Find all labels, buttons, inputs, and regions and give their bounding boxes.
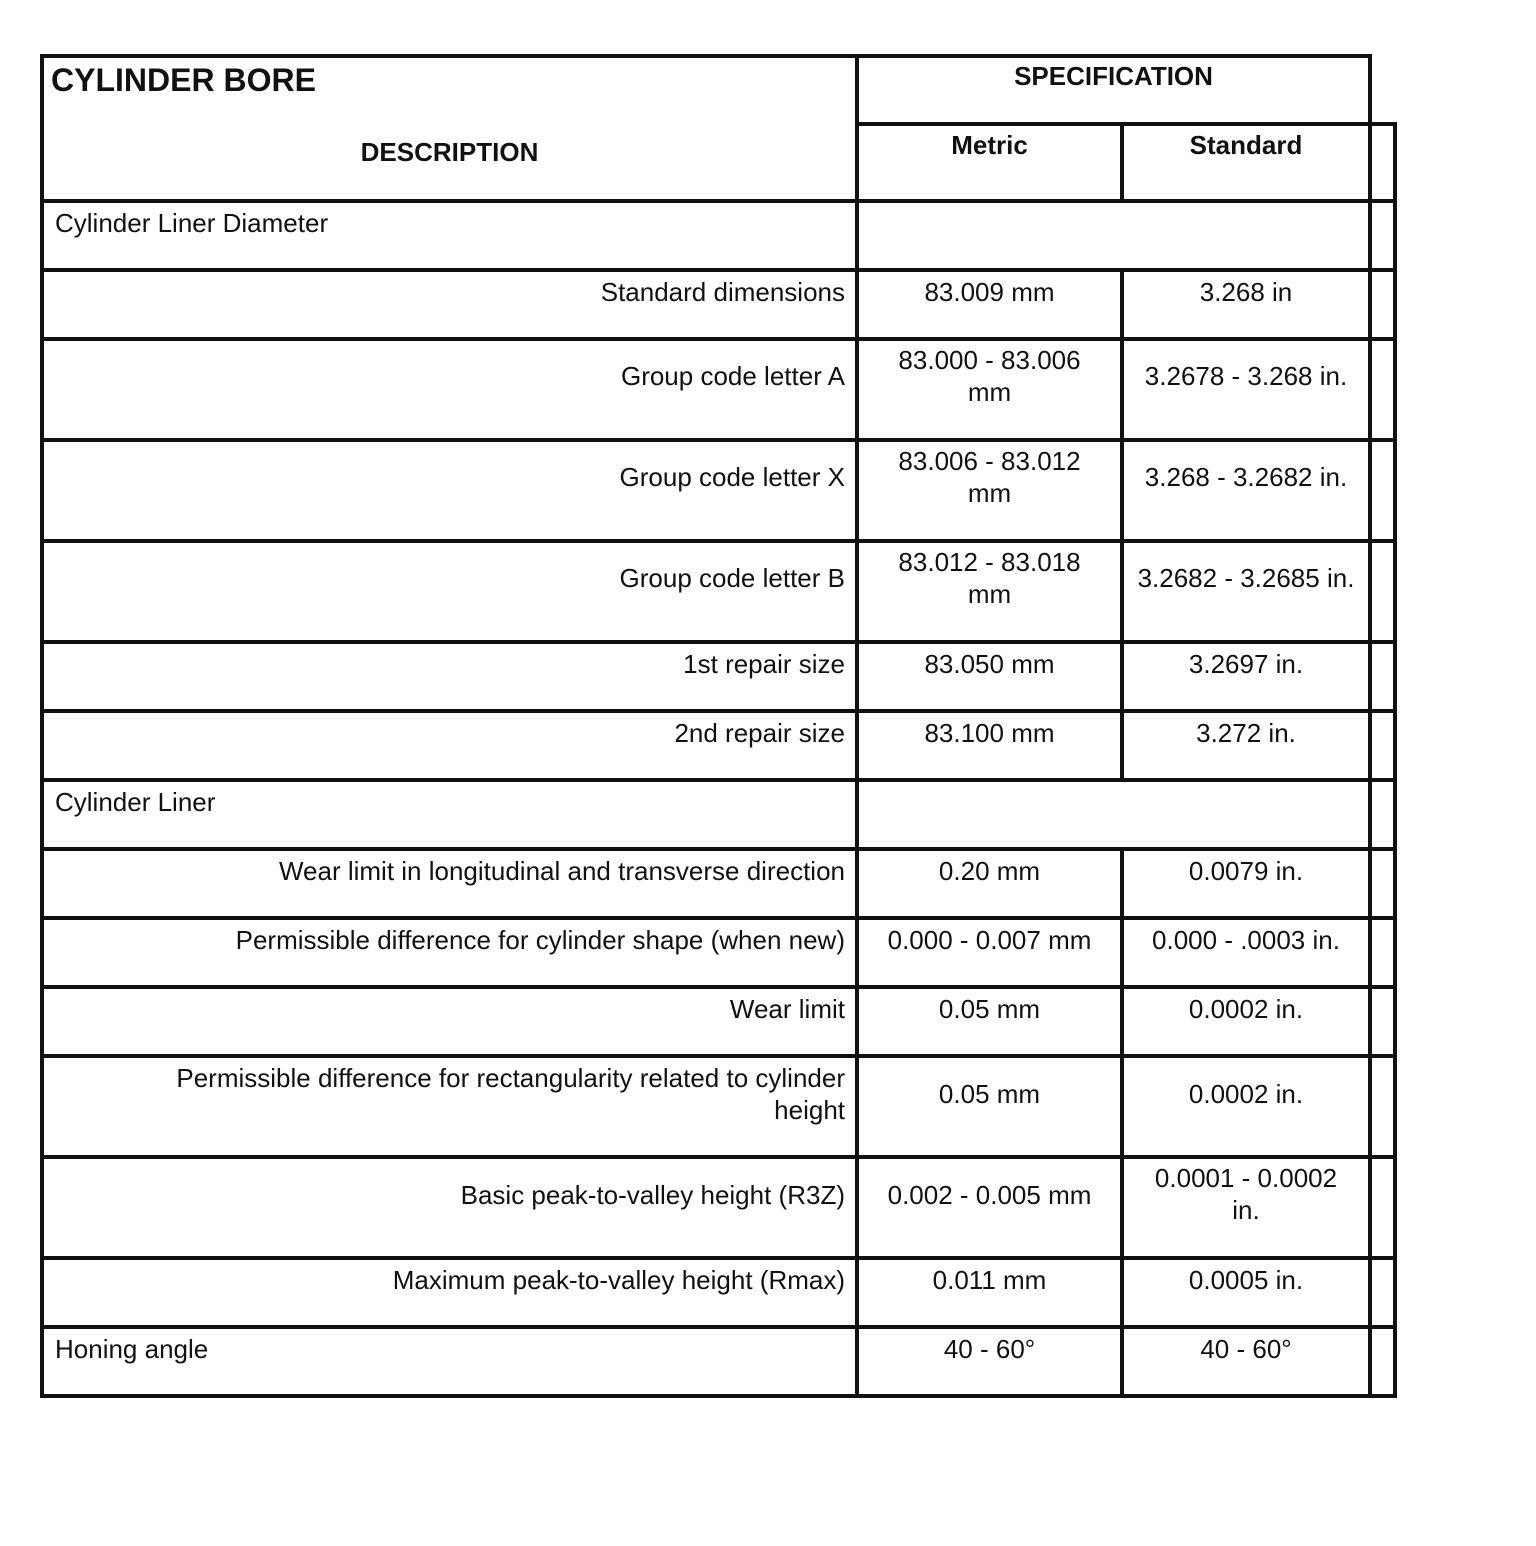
- row-label: Wear limit in longitudinal and transverse direction: [278, 856, 845, 886]
- standard-value: 0.0079 in.: [1188, 856, 1304, 886]
- row-label: 2nd repair size: [674, 718, 845, 748]
- standard-value: 0.0001 - 0.0002 in.: [1154, 1163, 1338, 1225]
- metric-value: 83.006 - 83.012 mm: [898, 446, 1081, 508]
- standard-value: 3.268 - 3.2682 in.: [1144, 462, 1348, 492]
- metric-value: 83.000 - 83.006 mm: [898, 345, 1081, 407]
- metric-value: 83.012 - 83.018 mm: [898, 547, 1081, 609]
- row-label: Maximum peak-to-valley height (Rmax): [392, 1265, 845, 1295]
- border-standard-right: [1368, 54, 1372, 1398]
- row-label: Permissible difference for cylinder shape (when new): [235, 925, 845, 955]
- section-label: Cylinder Liner Diameter: [55, 208, 329, 238]
- header-description: DESCRIPTION: [360, 137, 539, 167]
- row-label: Group code letter A: [620, 361, 845, 391]
- standard-value: 3.2697 in.: [1188, 649, 1304, 679]
- border-spec-header: [855, 122, 1397, 126]
- metric-value: 40 - 60°: [943, 1334, 1036, 1364]
- metric-value: 0.011 mm: [932, 1265, 1047, 1295]
- standard-value: 0.000 - .0003 in.: [1152, 925, 1340, 955]
- header-standard: Standard: [1189, 130, 1303, 160]
- metric-value: 0.000 - 0.007 mm: [887, 925, 1092, 955]
- standard-value: 3.2682 - 3.2685 in.: [1137, 563, 1355, 593]
- standard-value: 40 - 60°: [1200, 1334, 1292, 1364]
- standard-value: 0.0002 in.: [1188, 1079, 1304, 1109]
- standard-value: 0.0005 in.: [1188, 1265, 1304, 1295]
- header-specification: SPECIFICATION: [1014, 61, 1213, 91]
- row-label: Standard dimensions: [600, 277, 845, 307]
- row-label: Group code letter X: [619, 462, 845, 492]
- standard-value: 3.268 in: [1199, 277, 1293, 307]
- metric-value: 0.20 mm: [938, 856, 1041, 886]
- border-bottom: [40, 1394, 1397, 1398]
- metric-value: 0.002 - 0.005 mm: [887, 1180, 1092, 1210]
- metric-value: 0.05 mm: [938, 994, 1041, 1024]
- row-label: Wear limit: [729, 994, 845, 1024]
- standard-value: 0.0002 in.: [1188, 994, 1304, 1024]
- row-label: Group code letter B: [619, 563, 845, 593]
- border-top: [40, 54, 1372, 58]
- row-label: 1st repair size: [683, 649, 845, 679]
- metric-value: 0.05 mm: [938, 1079, 1041, 1109]
- header-metric: Metric: [951, 130, 1028, 160]
- metric-value: 83.050 mm: [924, 649, 1055, 679]
- row-label: Honing angle: [55, 1334, 209, 1364]
- metric-value: 83.100 mm: [924, 718, 1055, 748]
- row-label: Permissible difference for rectangularity related to cylinder height: [176, 1063, 845, 1125]
- table-title: CYLINDER BORE: [51, 62, 316, 98]
- border-outer-right: [1393, 124, 1397, 1398]
- standard-value: 3.272 in.: [1196, 718, 1296, 748]
- standard-value: 3.2678 - 3.268 in.: [1144, 361, 1348, 391]
- row-label: Basic peak-to-valley height (R3Z): [460, 1180, 845, 1210]
- metric-value: 83.009 mm: [924, 277, 1055, 307]
- spec-table: [40, 54, 1397, 1398]
- section-label: Cylinder Liner: [55, 787, 216, 817]
